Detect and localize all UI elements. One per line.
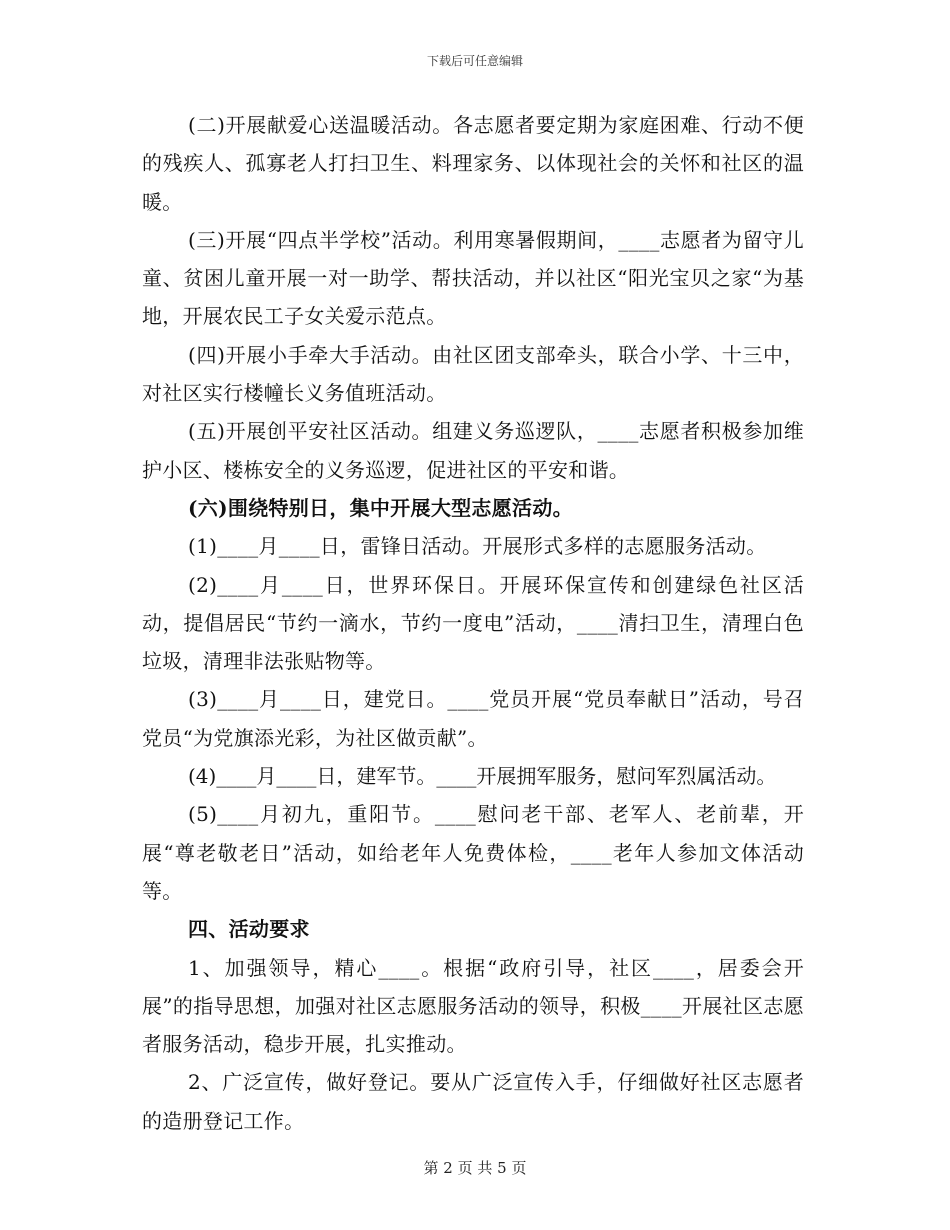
paragraph-activity-5: (五)开展创平安社区活动。组建义务巡逻队，____志愿者积极参加维护小区、楼栋安全的义务巡逻，促进社区的平安和谐。 xyxy=(142,419,804,482)
page-number: 第 2 页 共 5 页 xyxy=(423,1159,527,1177)
document-body xyxy=(142,106,804,1140)
page-header-note: 下载后可任意编辑 xyxy=(426,54,523,68)
paragraph-activity-4: (四)开展小手牵大手活动。由社区团支部牵头，联合小学、十三中，对社区实行楼幢长义务值班活动。 xyxy=(142,342,804,406)
list-item-special-day-4: (4)____月____日，建军节。____开展拥军服务，慰问军烈属活动。 xyxy=(188,764,777,789)
requirement-item-2: 2、广泛宣传，做好登记。要从广泛宣传入手，仔细做好社区志愿者的造册登记工作。 xyxy=(142,1070,804,1133)
list-item-special-day-2: (2)____月____日，世界环保日。开展环保宣传和创建绿色社区活动，提倡居民“节约一滴水，节约一度电”活动，____清扫卫生，清理白色垃圾，清理非法张贴物等。 xyxy=(142,572,804,674)
paragraph-activity-3: (三)开展“四点半学校”活动。利用寒暑假期间，____志愿者为留守儿童、贫困儿童开展一对一助学、帮扶活动，并以社区“阳光宝贝之家“为基地，开展农民工子女关爱示范点。 xyxy=(142,227,804,329)
section-heading-activity-6: (六)围绕特别日，集中开展大型志愿活动。 xyxy=(188,495,573,520)
section-heading-requirements: 四、活动要求 xyxy=(188,917,310,942)
list-item-special-day-1: (1)____月____日，雷锋日活动。开展形式多样的志愿服务活动。 xyxy=(188,534,767,559)
list-item-special-day-3: (3)____月____日，建党日。____党员开展“党员奉献日”活动，号召党员“为党旗添光彩，为社区做贡献”。 xyxy=(142,687,804,750)
paragraph-activity-2: (二)开展献爱心送温暖活动。各志愿者要定期为家庭困难、行动不便的残疾人、孤寡老人打扫卫生、料理家务、以体现社会的关怀和社区的温暖。 xyxy=(142,113,804,214)
requirement-item-1: 1、加强领导，精心____。根据“政府引导，社区____，居委会开展”的指导思想，加强对社区志愿服务活动的领导，积极____开展社区志愿者服务活动，稳步开展，扎实推动。 xyxy=(142,955,804,1057)
list-item-special-day-5: (5)____月初九，重阳节。____慰问老干部、老军人、老前辈，开展“尊老敬老日”活动，如给老年人免费体检，____老年人参加文体活动等。 xyxy=(142,802,804,903)
